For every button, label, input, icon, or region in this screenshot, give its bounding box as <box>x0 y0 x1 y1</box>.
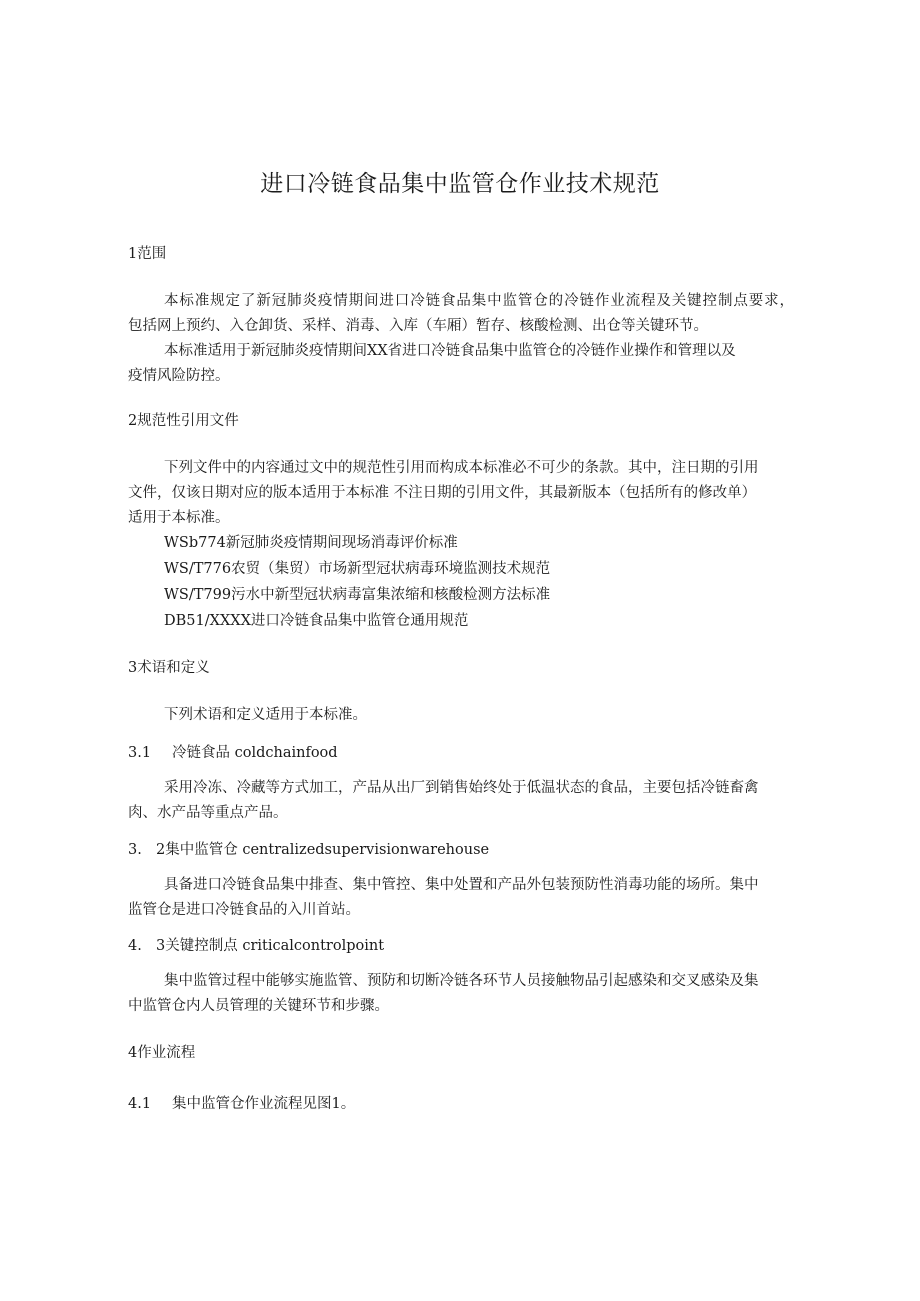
section-2-paragraph-line-3: 适用于本标准。 <box>128 510 230 526</box>
term-3-2-definition-line-2: 监管仓是进口冷链食品的入川首站。 <box>128 902 360 918</box>
section-1-heading: 1范围 <box>128 246 167 262</box>
section-1-paragraph-1-line-1: 本标准规定了新冠肺炎疫情期间进口冷链食品集中监管仓的冷链作业流程及关键控制点要求， <box>164 293 794 309</box>
section-1-paragraph-2-line-1: 本标准适用于新冠肺炎疫情期间XX省进口冷链食品集中监管仓的冷链作业操作和管理以及 <box>164 343 736 359</box>
term-3-1-definition-line-2: 肉、水产品等重点产品。 <box>128 805 288 821</box>
reference-item: WS/T799污水中新型冠状病毒富集浓缩和核酸检测方法标准 <box>164 587 551 603</box>
section-1-paragraph-1-line-2: 包括网上预约、入仓卸货、采样、消毒、入库（车厢）暂存、核酸检测、出仓等关键环节。 <box>128 318 708 334</box>
section-3-heading: 3术语和定义 <box>128 660 210 676</box>
reference-item: WSb774新冠肺炎疫情期间现场消毒评价标准 <box>164 535 458 551</box>
term-3-3-definition-line-1: 集中监管过程中能够实施监管、预防和切断冷链各环节人员接触物品引起感染和交叉感染及集 <box>164 973 759 989</box>
section-2-paragraph-line-1: 下列文件中的内容通过文中的规范性引用而构成本标准必不可少的条款。其中，注日期的引用 <box>164 460 759 476</box>
section-2-heading: 2规范性引用文件 <box>128 413 239 429</box>
section-4-heading: 4作业流程 <box>128 1045 196 1061</box>
reference-item: WS/T776农贸（集贸）市场新型冠状病毒环境监测技术规范 <box>164 561 551 577</box>
term-3-3-definition-line-2: 中监管仓内人员管理的关键环节和步骤。 <box>128 998 389 1014</box>
section-4-1-number: 4.1 <box>128 1096 152 1112</box>
section-2-paragraph-line-2: 文件，仅该日期对应的版本适用于本标准 不注日期的引用文件，其最新版本（包括所有的修改单） <box>128 485 757 501</box>
term-3-2-title: 2集中监管仓 centralizedsupervisionwarehouse <box>156 842 490 858</box>
section-1-paragraph-2-line-2: 疫情风险防控。 <box>128 368 230 384</box>
term-3-1-definition-line-1: 采用冷冻、冷藏等方式加工，产品从出厂到销售始终处于低温状态的食品，主要包括冷链畜禽 <box>164 780 759 796</box>
term-3-2-definition-line-1: 具备进口冷链食品集中排查、集中管控、集中处置和产品外包装预防性消毒功能的场所。集中 <box>164 877 759 893</box>
section-4-1-text: 集中监管仓作业流程见图1。 <box>172 1096 356 1112</box>
term-3-1-number: 3.1 <box>128 745 152 761</box>
document-title: 进口冷链食品集中监管仓作业技术规范 <box>260 171 660 197</box>
term-3-1-title: 冷链食品 coldchainfood <box>172 745 338 761</box>
reference-item: DB51/XXXX进口冷链食品集中监管仓通用规范 <box>164 613 469 629</box>
term-3-3-title: 3关键控制点 criticalcontrolpoint <box>156 938 385 954</box>
term-3-3-number: 4. <box>128 938 142 954</box>
term-3-2-number: 3. <box>128 842 142 858</box>
section-3-intro: 下列术语和定义适用于本标准。 <box>164 707 367 723</box>
